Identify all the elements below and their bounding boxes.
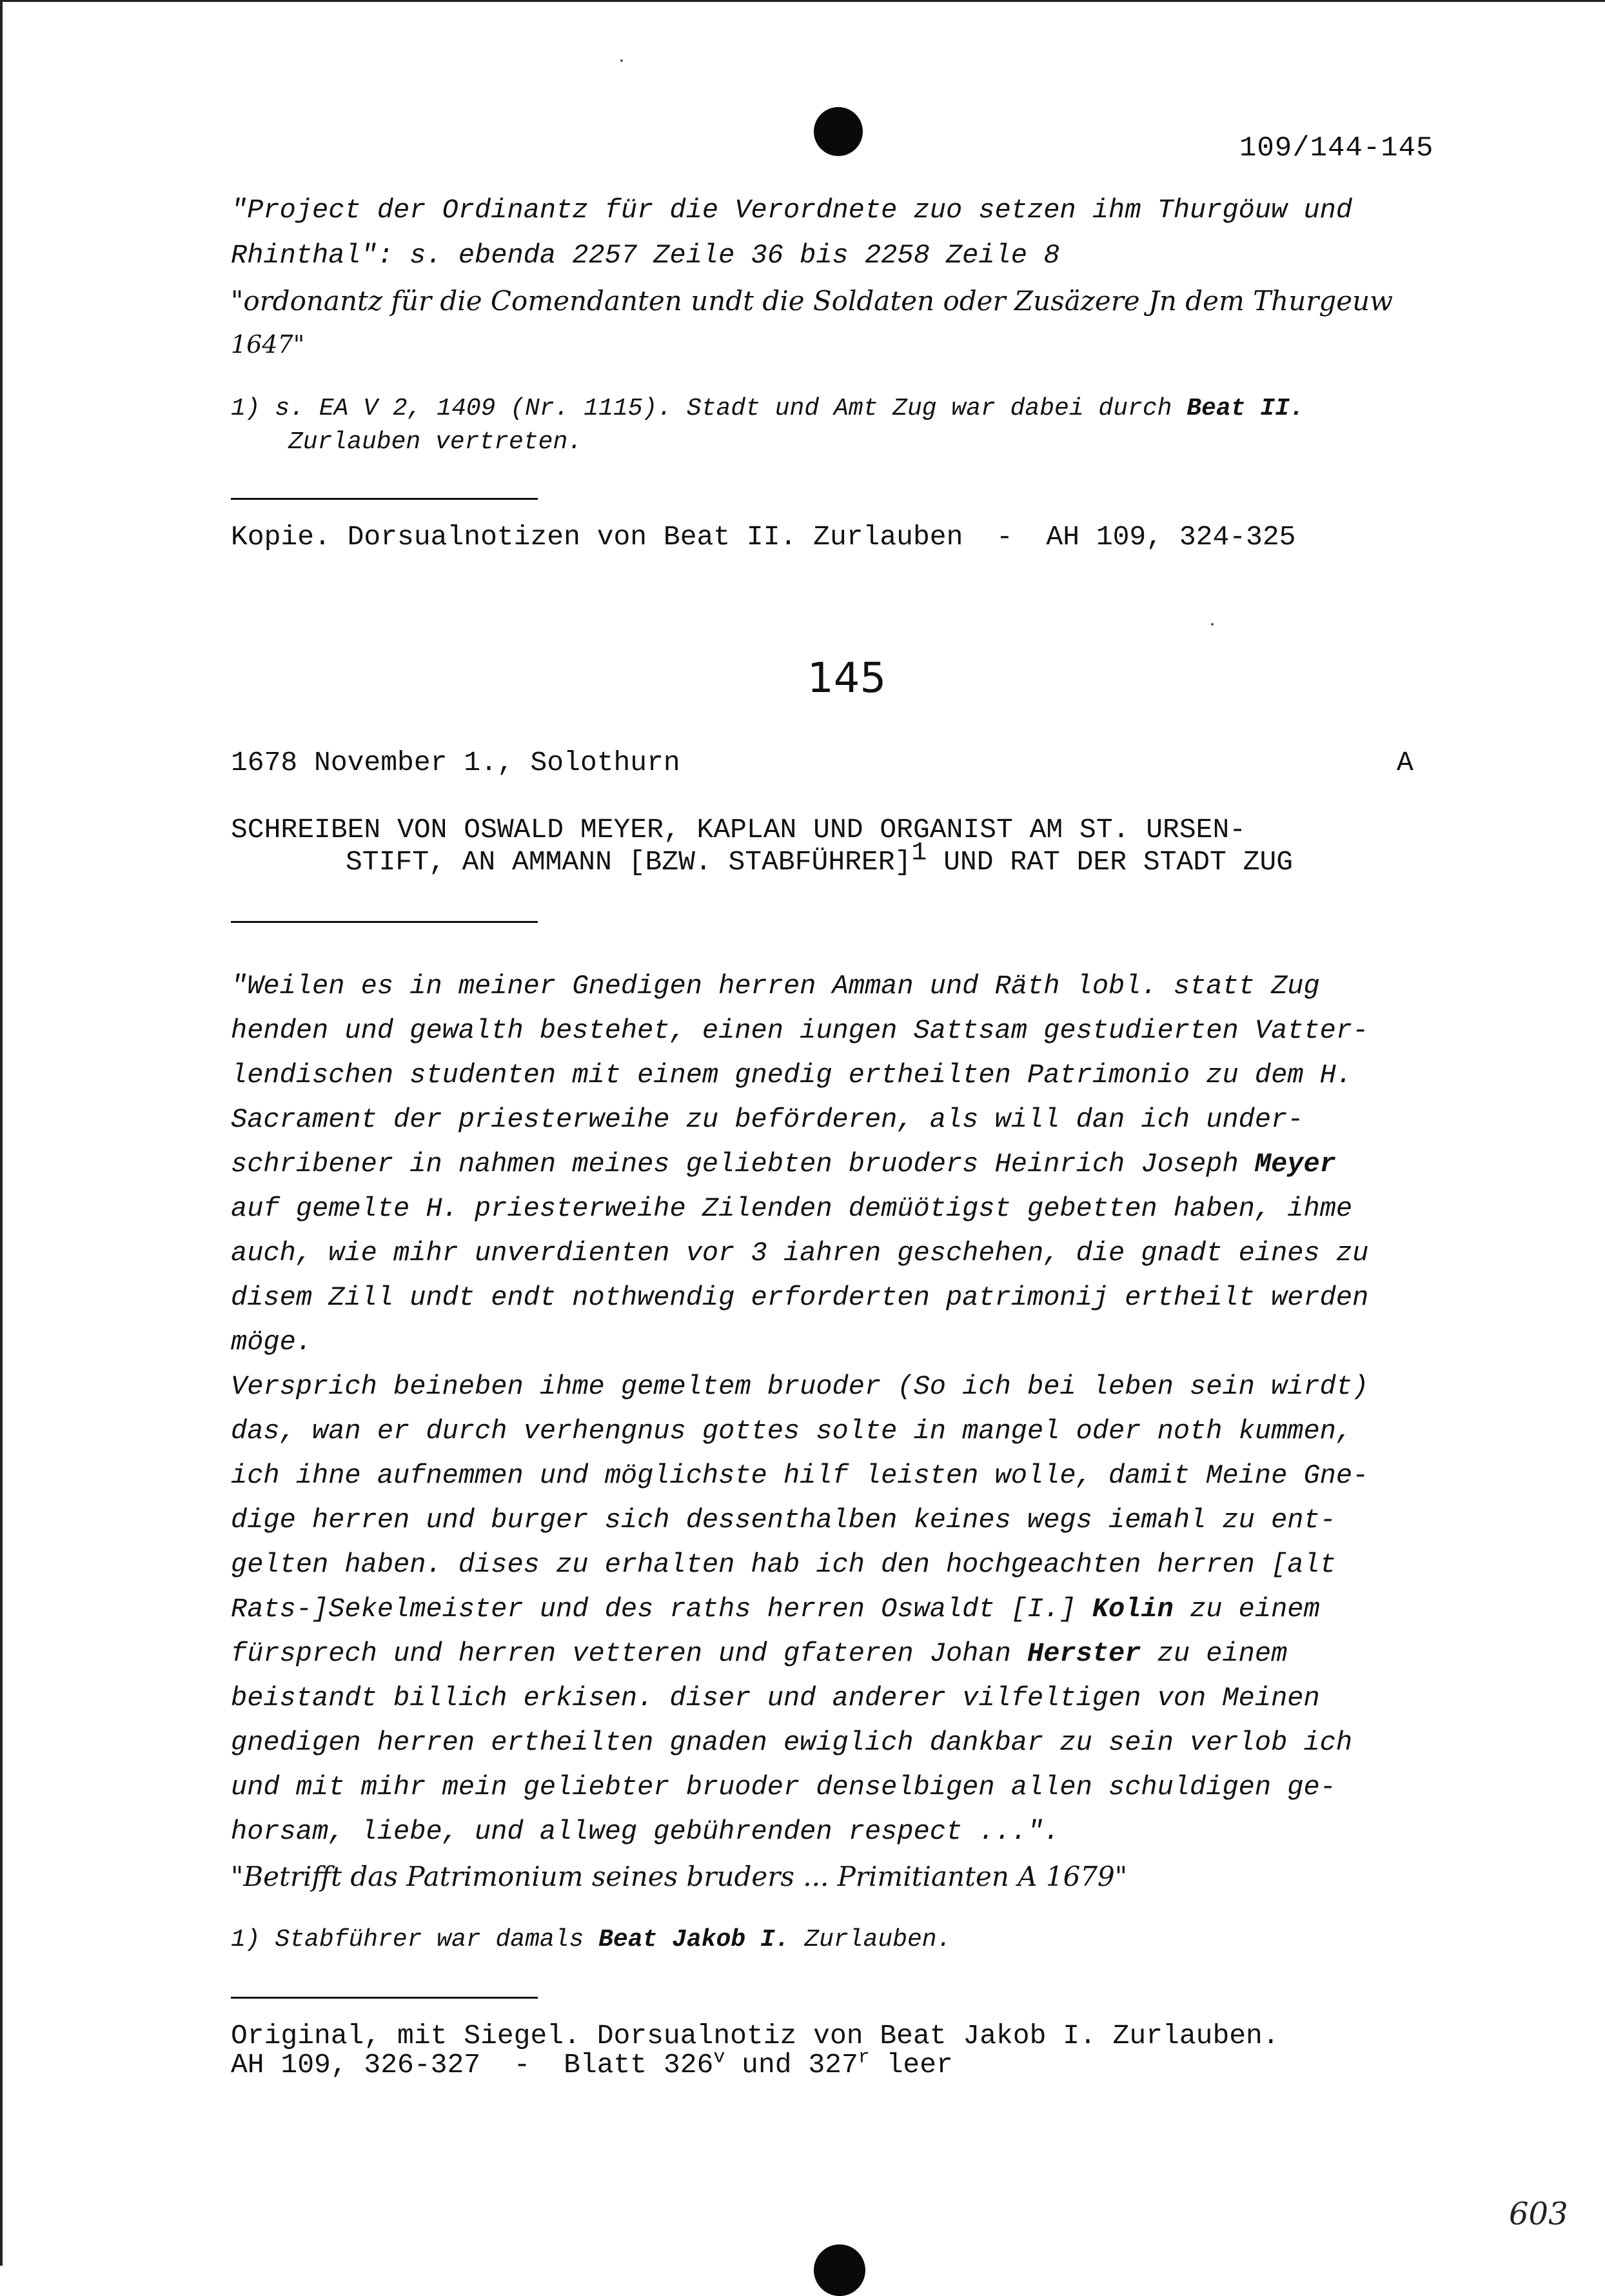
dorsal-note: "Betrifft das Patrimonium seines bruders ... Primitianten A 1679" [231, 1861, 1128, 1892]
prev-doc-dorsal-year: 1647" [231, 330, 305, 359]
body-line: gelten haben. dises zu erhalten hab ich den hochgeachten herren [alt [231, 1549, 1336, 1580]
source-line [231, 2046, 953, 2081]
page-edge-top [0, 0, 1605, 2]
prev-doc-footnote-cont: Zurlauben vertreten. [288, 428, 583, 456]
document-letter: A [1397, 747, 1413, 778]
body-line: möge. [231, 1327, 313, 1358]
title-footnote-ref: 1 [911, 838, 927, 868]
footnote-text: Stabführer war damals [275, 1926, 599, 1954]
source-text: leer [869, 2049, 953, 2081]
speck [1211, 623, 1214, 626]
body-text: zu einem [1141, 1638, 1288, 1669]
body-text: schribener in nahmen meines geliebten bruoders Heinrich Joseph [231, 1149, 1255, 1180]
prev-doc-footnote [231, 395, 1305, 422]
speck [620, 59, 623, 62]
body-line: henden und gewalth bestehet, einen iungen Sattsam gestudierten Vatter- [231, 1015, 1369, 1046]
divider-rule [231, 498, 538, 500]
punch-hole-top [814, 107, 863, 156]
body-line: horsam, liebe, und allweg gebührenden respect ...". [231, 1816, 1060, 1847]
folio-recto-mark: r [858, 2046, 870, 2069]
archive-reference: 109/144-145 [1239, 132, 1434, 164]
body-line: disem Zill undt endt nothwendig erforderten patrimonij ertheilt werden [231, 1282, 1369, 1313]
body-text: Rats-]Sekelmeister und des raths herren Oswaldt [I.] [231, 1594, 1092, 1625]
divider-rule [231, 921, 538, 923]
source-line: Original, mit Siegel. Dorsualnotiz von Beat Jakob I. Zurlauben. [231, 2020, 1279, 2052]
document-title-line [346, 838, 1294, 878]
handwritten-page-number: 603 [1509, 2196, 1568, 2232]
document-date-place: 1678 November 1., Solothurn [231, 747, 680, 778]
body-line: dige herren und burger sich dessenthalben keines wegs iemahl zu ent- [231, 1505, 1336, 1536]
body-line: ich ihne aufnemmen und möglichste hilf leisten wolle, damit Meine Gne- [231, 1460, 1369, 1491]
title-text: STIFT, AN AMMANN [BZW. STABFÜHRER] [346, 846, 912, 878]
body-line: das, wan er durch verhengnus gottes solte in mangel oder noth kummen, [231, 1416, 1353, 1447]
body-line [231, 1149, 1336, 1180]
source-text: und 327 [725, 2049, 858, 2081]
footnote [231, 1926, 951, 1954]
body-line [231, 1638, 1287, 1669]
footnote-bold-name: Beat II. [1187, 395, 1305, 422]
prev-doc-source: Kopie. Dorsualnotizen von Beat II. Zurlauben - AH 109, 324-325 [231, 521, 1296, 553]
body-line [231, 1594, 1320, 1625]
page-edge-left [0, 0, 3, 2266]
source-text: AH 109, 326-327 - Blatt 326 [231, 2049, 714, 2081]
body-bold-name: Meyer [1254, 1149, 1336, 1180]
divider-rule [231, 1997, 538, 1999]
body-line: gnedigen herren ertheilten gnaden ewiglich dankbar zu sein verlob ich [231, 1727, 1353, 1758]
body-line: lendischen studenten mit einem gnedig ertheilten Patrimonio zu dem H. [231, 1060, 1353, 1091]
body-text: zu einem [1173, 1594, 1320, 1625]
footnote-bold-name: Beat Jakob I. [598, 1926, 790, 1954]
document-number: 145 [807, 655, 887, 702]
body-bold-name: Herster [1027, 1638, 1141, 1669]
footnote-text: s. EA V 2, 1409 (Nr. 1115). Stadt und Amt Zug war dabei durch [275, 395, 1187, 422]
folio-verso-mark: v [713, 2046, 725, 2069]
prev-doc-dorsal-line: "ordonantz für die Comendanten undt die Soldaten oder Zusäzere Jn dem Thurgeuw [231, 285, 1393, 317]
body-text: fürsprech und herren vetteren und gfateren Johan [231, 1638, 1028, 1669]
prev-doc-line: "Project der Ordinantz für die Verordnete zuo setzen ihm Thurgöuw und [231, 195, 1353, 226]
prev-doc-line: Rhinthal": s. ebenda 2257 Zeile 36 bis 2258 Zeile 8 [231, 240, 1060, 271]
punch-hole-bottom [814, 2244, 865, 2296]
body-line: Versprich beineben ihme gemeltem bruoder (So ich bei leben sein wirdt) [231, 1371, 1369, 1402]
body-line: "Weilen es in meiner Gnedigen herren Amman und Räth lobl. statt Zug [231, 971, 1320, 1002]
body-line: beistandt billich erkisen. diser und anderer vilfeltigen von Meinen [231, 1683, 1320, 1714]
body-line: und mit mihr mein geliebter bruoder denselbigen allen schuldigen ge- [231, 1772, 1336, 1803]
document-title-line: SCHREIBEN VON OSWALD MEYER, KAPLAN UND ORGANIST AM ST. URSEN- [231, 814, 1246, 846]
footnote-marker: 1) [231, 395, 261, 422]
footnote-marker: 1) [231, 1926, 261, 1954]
body-bold-name: Kolin [1092, 1594, 1174, 1625]
footnote-text: Zurlauben. [789, 1926, 952, 1954]
title-text: UND RAT DER STADT ZUG [927, 846, 1294, 878]
body-line: auch, wie mihr unverdienten vor 3 iahren geschehen, die gnadt eines zu [231, 1238, 1369, 1269]
body-line: auf gemelte H. priesterweihe Zilenden demüötigst gebetten haben, ihme [231, 1193, 1353, 1224]
body-line: Sacrament der priesterweihe zu beförderen, als will dan ich under- [231, 1104, 1304, 1135]
